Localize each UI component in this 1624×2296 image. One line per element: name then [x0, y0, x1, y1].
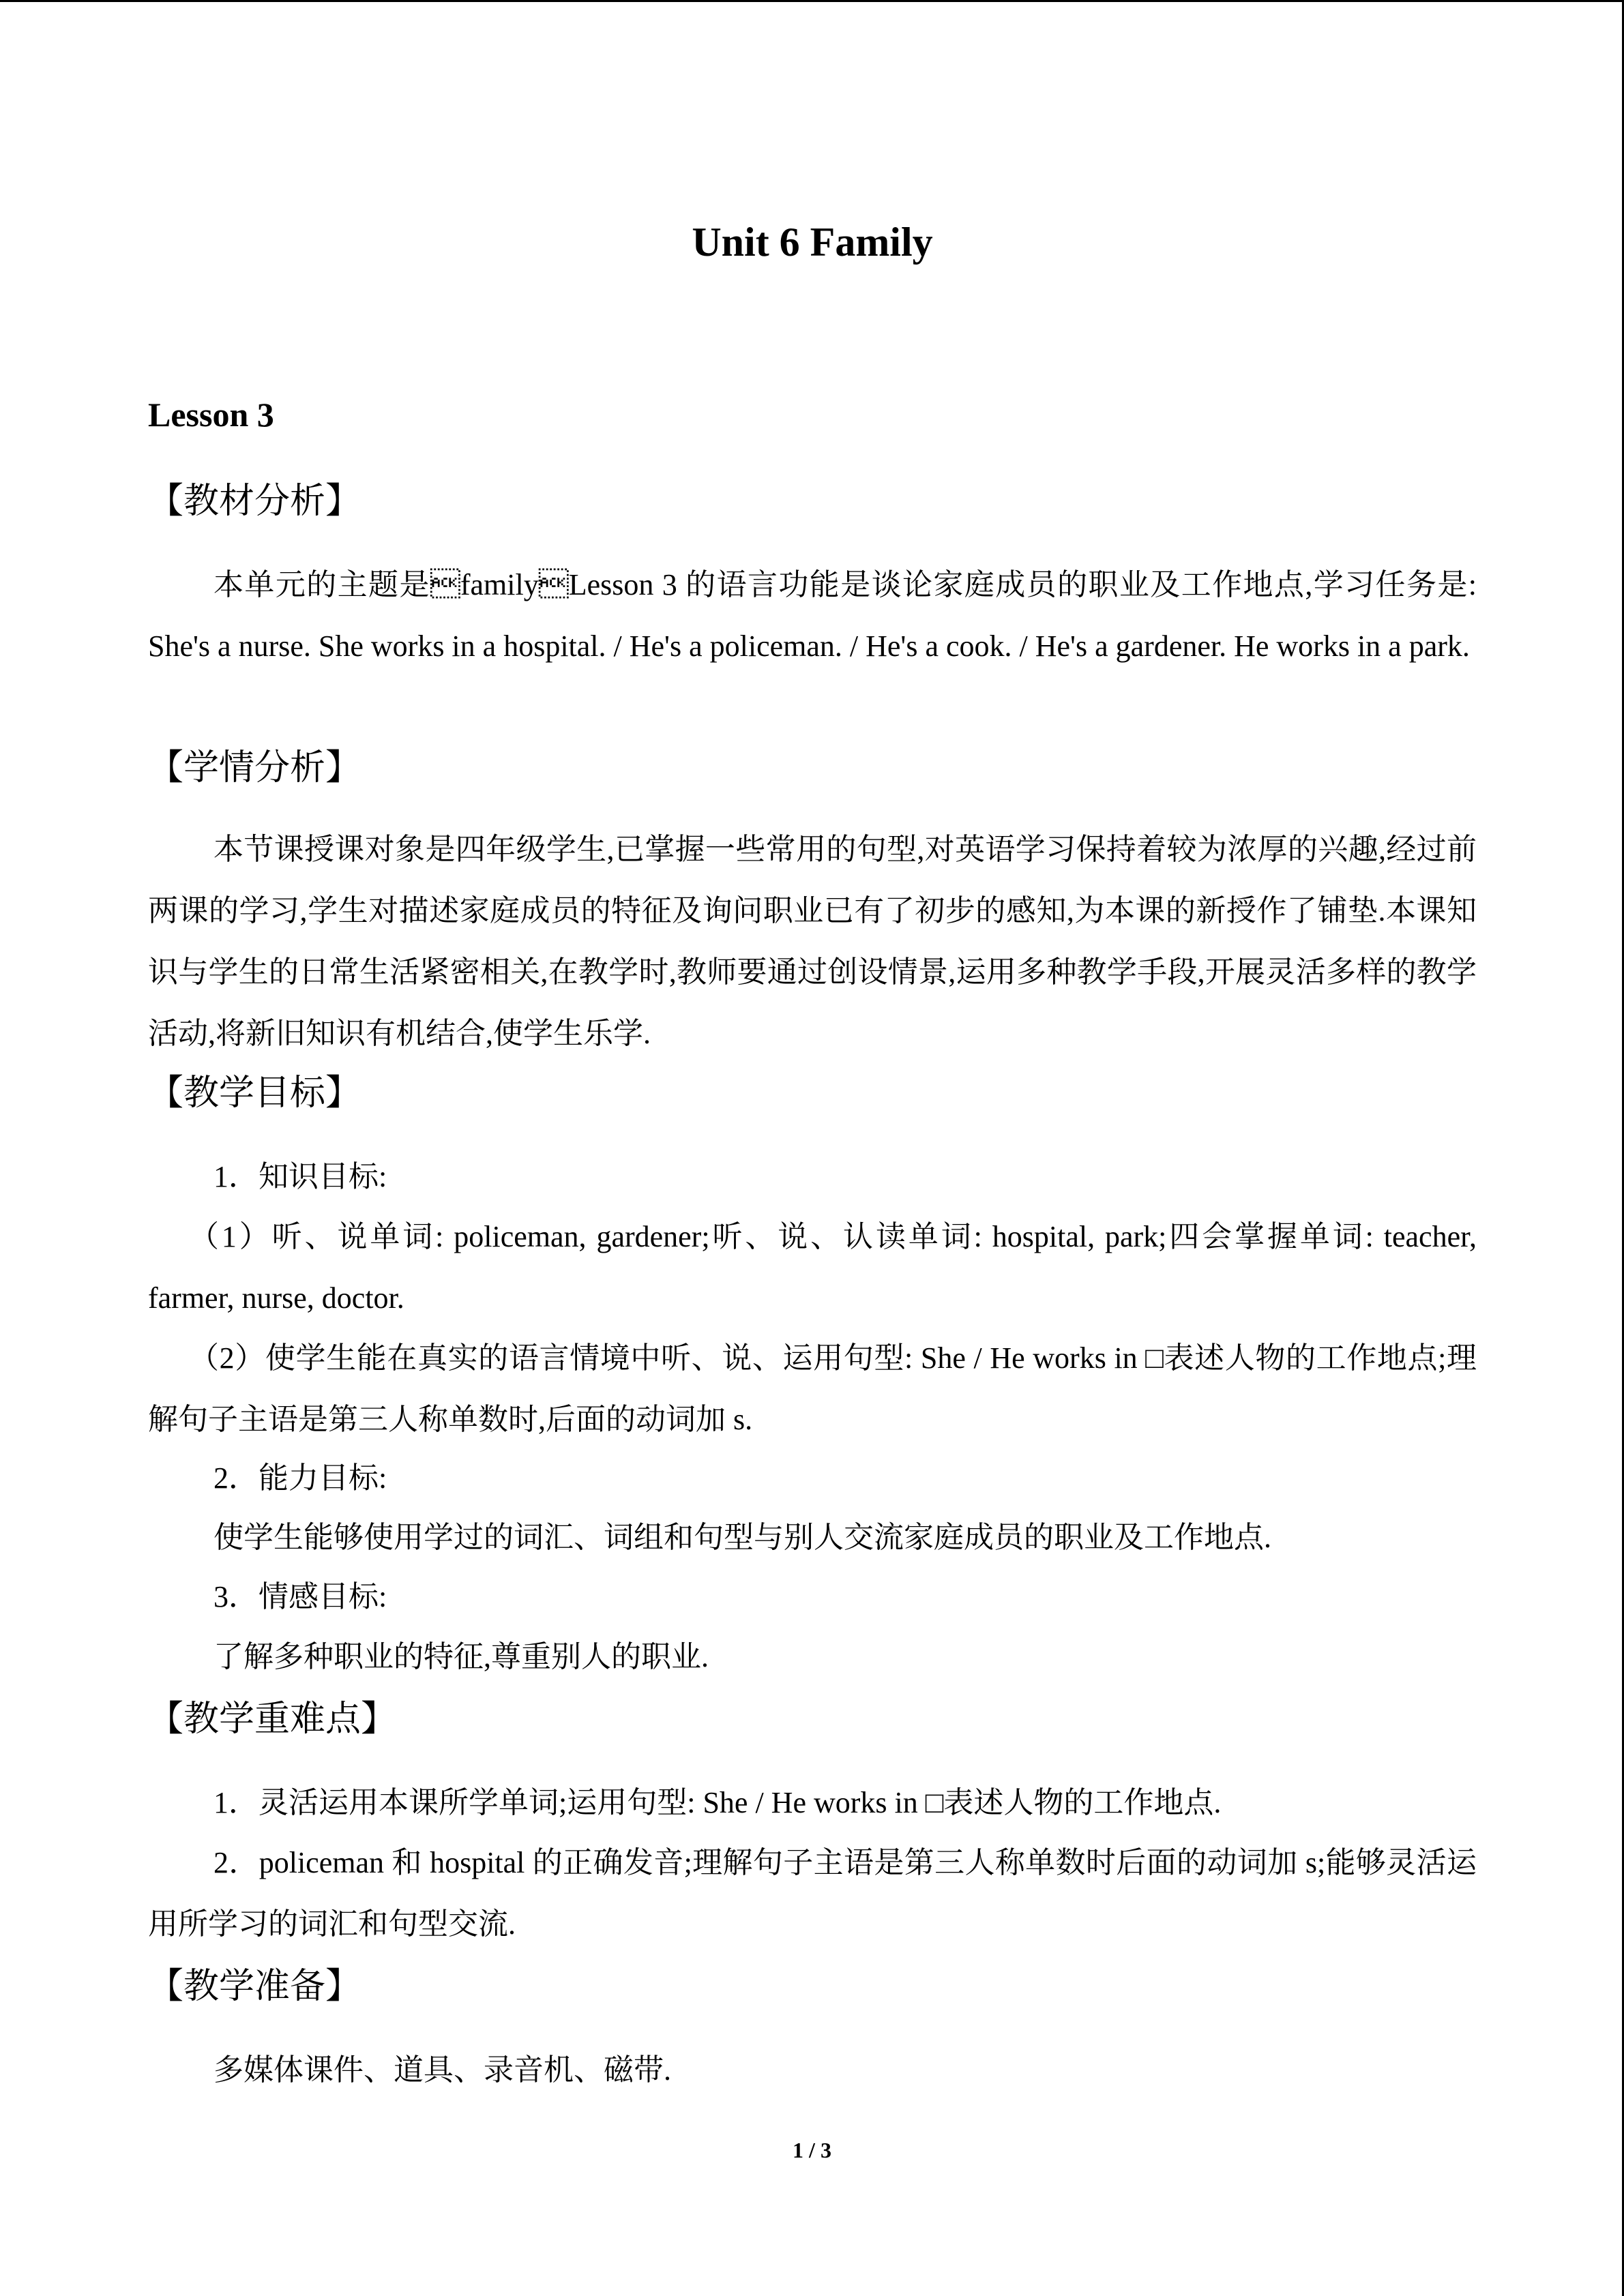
section-heading-preparation: 【教学准备】: [148, 1966, 361, 2007]
lesson-label: Lesson 3: [148, 396, 274, 434]
section-heading-objectives: 【教学目标】: [148, 1073, 361, 1114]
section-heading-key-points: 【教学重难点】: [148, 1699, 397, 1740]
emotion-objective-title: 3．情感目标:: [213, 1580, 387, 1613]
section-heading-material-analysis: 【教材分析】: [148, 481, 361, 522]
knowledge-objective-1: （1）听、说单词: policeman, gardener;听、说、认读单词: hospital, park;四会掌握单词: teacher, farmer, nurse, doctor.: [148, 1220, 1477, 1315]
key-point-2: 2．policeman 和 hospital 的正确发音;理解句子主语是第三人称单数时后面的动词加 s;能够灵活运用所学习的词汇和句型交流.: [148, 1846, 1477, 1941]
ability-objective-title: 2．能力目标:: [213, 1461, 387, 1495]
emotion-objective-text: 了解多种职业的特征,尊重别人的职业.: [213, 1640, 709, 1673]
section-heading-student-analysis: 【学情分析】: [148, 747, 361, 788]
ability-objective-text: 使学生能够使用学过的词汇、词组和句型与别人交流家庭成员的职业及工作地点.: [213, 1521, 1271, 1554]
knowledge-objective-title: 1．知识目标:: [213, 1160, 387, 1193]
student-analysis-text: 本节课授课对象是四年级学生,已掌握一些常用的句型,对英语学习保持着较为浓厚的兴趣,经过前两课的学习,学生对描述家庭成员的特征及询问职业已有了初步的感知,为本课的新授作了铺垫.本课知识与学生的日常生活紧密相关,在教学时,教师要通过创设情景,运用多种教学手段,开展灵活多样的教学活动,将新旧知识有机结合,使学生乐学.: [148, 833, 1477, 1050]
knowledge-objective-2: （2）使学生能在真实的语言情境中听、说、运用句型: She / He works in □表述人物的工作地点;理解句子主语是第三人称单数时,后面的动词加 s.: [148, 1341, 1477, 1436]
material-analysis-text: 本单元的主题是familyLesson 3 的语言功能是谈论家庭成员的职业及工作地点,学习任务是: She's a nurse. She works in a hospital. / He's a policeman. / He's a cook. / He's a gardener. He works in a park.: [148, 568, 1477, 663]
key-point-1: 1．灵活运用本课所学单词;运用句型: She / He works in □表述人物的工作地点.: [213, 1786, 1222, 1819]
page-number: 1 / 3: [793, 2138, 831, 2162]
preparation-text: 多媒体课件、道具、录音机、磁带.: [213, 2053, 671, 2087]
page-title: Unit 6 Family: [692, 220, 933, 265]
